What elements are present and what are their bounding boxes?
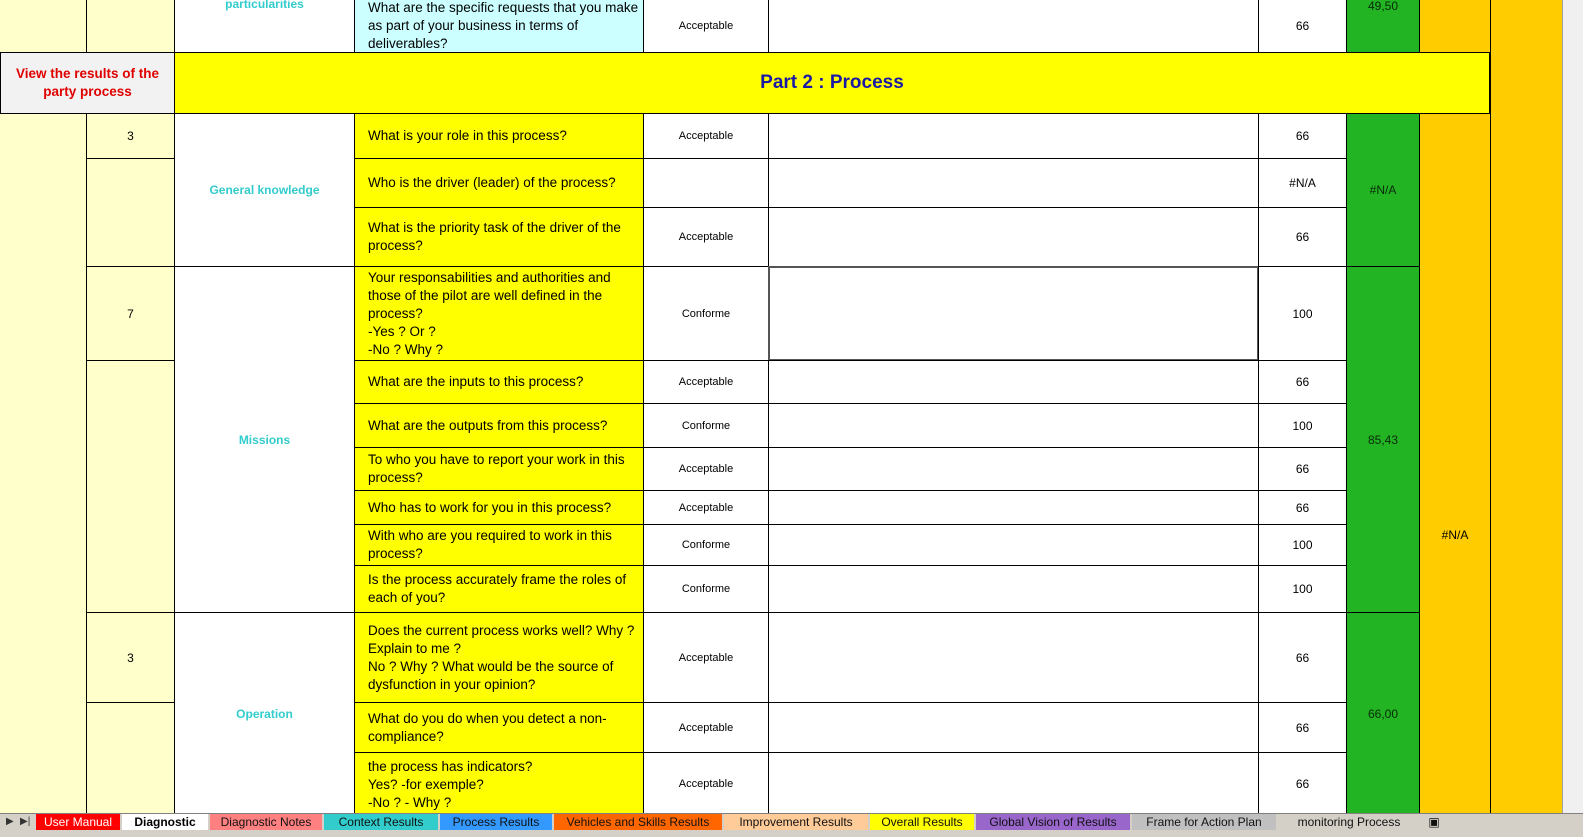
tab-process-results[interactable]: Process Results bbox=[440, 814, 552, 830]
question-cell[interactable]: What is the priority task of the driver of the process? bbox=[354, 207, 644, 267]
comment-cell[interactable] bbox=[768, 360, 1259, 404]
response-cell[interactable]: Acceptable bbox=[643, 447, 769, 491]
score-cell[interactable]: 100 bbox=[1258, 403, 1347, 448]
score-cell[interactable]: 100 bbox=[1258, 565, 1347, 613]
insert-sheet-icon[interactable]: ▣ bbox=[1428, 815, 1440, 829]
comment-cell-selected[interactable] bbox=[768, 266, 1259, 361]
part-total-value[interactable]: #N/A bbox=[1441, 528, 1469, 542]
category-general-knowledge[interactable]: General knowledge bbox=[174, 113, 355, 267]
tab-frame-action-plan[interactable]: Frame for Action Plan bbox=[1132, 814, 1276, 830]
response-cell[interactable] bbox=[643, 158, 769, 208]
response-cell[interactable]: Acceptable bbox=[643, 113, 769, 159]
tab-global-vision[interactable]: Global Vision of Results bbox=[976, 814, 1130, 830]
group-average-missions[interactable]: 85,43 bbox=[1346, 266, 1420, 613]
part-header: Part 2 : Process bbox=[174, 52, 1490, 114]
response-cell[interactable]: Acceptable bbox=[643, 0, 769, 53]
comment-cell[interactable] bbox=[768, 0, 1259, 53]
question-cell[interactable]: Who has to work for you in this process? bbox=[354, 490, 644, 525]
comment-cell[interactable] bbox=[768, 158, 1259, 208]
count-cell-top[interactable] bbox=[86, 0, 175, 53]
tab-user-manual[interactable]: User Manual bbox=[36, 814, 120, 830]
orange-right-column bbox=[1490, 0, 1562, 813]
category-operation[interactable]: Operation bbox=[174, 612, 355, 815]
score-cell[interactable]: 66 bbox=[1258, 612, 1347, 703]
comment-cell[interactable] bbox=[768, 403, 1259, 448]
tab-scroll-last-icon[interactable]: ▶| bbox=[20, 816, 31, 827]
comment-cell[interactable] bbox=[768, 565, 1259, 613]
score-cell[interactable]: #N/A bbox=[1258, 158, 1347, 208]
response-cell[interactable]: Acceptable bbox=[643, 752, 769, 815]
count-cell-operation[interactable]: 3 bbox=[86, 612, 175, 703]
count-cell-blank[interactable] bbox=[86, 702, 175, 827]
question-cell[interactable]: What is your role in this process? bbox=[354, 113, 644, 159]
question-cell[interactable]: Does the current process works well? Why ? Explain to me ? No ? Why ? What would be the source of dysfunction in your opinion? bbox=[354, 612, 644, 703]
score-cell[interactable]: 100 bbox=[1258, 266, 1347, 361]
part-total-column bbox=[1419, 0, 1490, 813]
score-cell[interactable]: 66 bbox=[1258, 360, 1347, 404]
sheet-tab-bar bbox=[0, 813, 1583, 837]
score-cell[interactable]: 66 bbox=[1258, 113, 1347, 159]
question-cell[interactable]: Who is the driver (leader) of the process? bbox=[354, 158, 644, 208]
question-cell[interactable]: With who are you required to work in this process? bbox=[354, 524, 644, 566]
tab-overall-results[interactable]: Overall Results bbox=[870, 814, 974, 830]
tab-improvement-results[interactable]: Improvement Results bbox=[724, 814, 868, 830]
category-missions[interactable]: Missions bbox=[174, 266, 355, 613]
tab-diagnostic-notes[interactable]: Diagnostic Notes bbox=[210, 814, 322, 830]
response-cell[interactable]: Acceptable bbox=[643, 360, 769, 404]
score-cell[interactable]: 66 bbox=[1258, 702, 1347, 753]
group-average-cell[interactable]: 49,50 bbox=[1346, 0, 1420, 53]
count-cell-blank[interactable] bbox=[86, 158, 175, 267]
response-cell[interactable]: Conforme bbox=[643, 565, 769, 613]
comment-cell[interactable] bbox=[768, 612, 1259, 703]
question-cell[interactable]: Your responsabilities and authorities and those of the pilot are well defined in the process? -Yes ? Or ? -No ? Why ? bbox=[354, 266, 644, 361]
tab-context-results[interactable]: Context Results bbox=[324, 814, 438, 830]
comment-cell[interactable] bbox=[768, 490, 1259, 525]
count-cell-general[interactable]: 3 bbox=[86, 113, 175, 159]
vertical-scrollbar[interactable] bbox=[1562, 0, 1583, 813]
score-cell[interactable]: 66 bbox=[1258, 207, 1347, 267]
response-cell[interactable]: Acceptable bbox=[643, 702, 769, 753]
response-cell[interactable]: Acceptable bbox=[643, 207, 769, 267]
comment-cell[interactable] bbox=[768, 207, 1259, 267]
score-cell[interactable]: 66 bbox=[1258, 752, 1347, 815]
question-cell[interactable]: To who you have to report your work in this process? bbox=[354, 447, 644, 491]
comment-cell[interactable] bbox=[768, 447, 1259, 491]
score-cell[interactable]: 100 bbox=[1258, 524, 1347, 566]
question-cell[interactable]: the process has indicators? Yes? -for exemple? -No ? - Why ? bbox=[354, 752, 644, 815]
view-results-link[interactable]: View the results of the party process bbox=[0, 52, 175, 114]
question-cell[interactable]: What are the specific requests that you make as part of your business in terms of deliverables? bbox=[354, 0, 644, 53]
response-cell[interactable]: Conforme bbox=[643, 403, 769, 448]
question-cell[interactable]: What do you do when you detect a non-compliance? bbox=[354, 702, 644, 753]
count-cell-blank[interactable] bbox=[86, 360, 175, 613]
tab-diagnostic[interactable]: Diagnostic bbox=[122, 814, 208, 830]
question-cell[interactable]: What are the inputs to this process? bbox=[354, 360, 644, 404]
tab-vehicles-skills-results[interactable]: Vehicles and Skills Results bbox=[554, 814, 722, 830]
question-cell[interactable]: What are the outputs from this process? bbox=[354, 403, 644, 448]
comment-cell[interactable] bbox=[768, 702, 1259, 753]
response-cell[interactable]: Acceptable bbox=[643, 490, 769, 525]
group-average-operation[interactable]: 66,00 bbox=[1346, 612, 1420, 815]
response-cell[interactable]: Conforme bbox=[643, 266, 769, 361]
category-particularities[interactable]: particularities bbox=[174, 0, 355, 53]
comment-cell[interactable] bbox=[768, 752, 1259, 815]
left-margin-column bbox=[0, 0, 86, 813]
question-cell[interactable]: Is the process accurately frame the roles of each of you? bbox=[354, 565, 644, 613]
score-cell[interactable]: 66 bbox=[1258, 447, 1347, 491]
response-cell[interactable]: Conforme bbox=[643, 524, 769, 566]
count-cell-missions[interactable]: 7 bbox=[86, 266, 175, 361]
score-cell[interactable]: 66 bbox=[1258, 490, 1347, 525]
group-average-general[interactable]: #N/A bbox=[1346, 113, 1420, 267]
score-cell[interactable]: 66 bbox=[1258, 0, 1347, 53]
comment-cell[interactable] bbox=[768, 113, 1259, 159]
response-cell[interactable]: Acceptable bbox=[643, 612, 769, 703]
comment-cell[interactable] bbox=[768, 524, 1259, 566]
tab-monitoring-process[interactable]: monitoring Process bbox=[1278, 814, 1420, 830]
tab-scroll-next-icon[interactable]: ▶ bbox=[6, 816, 14, 827]
